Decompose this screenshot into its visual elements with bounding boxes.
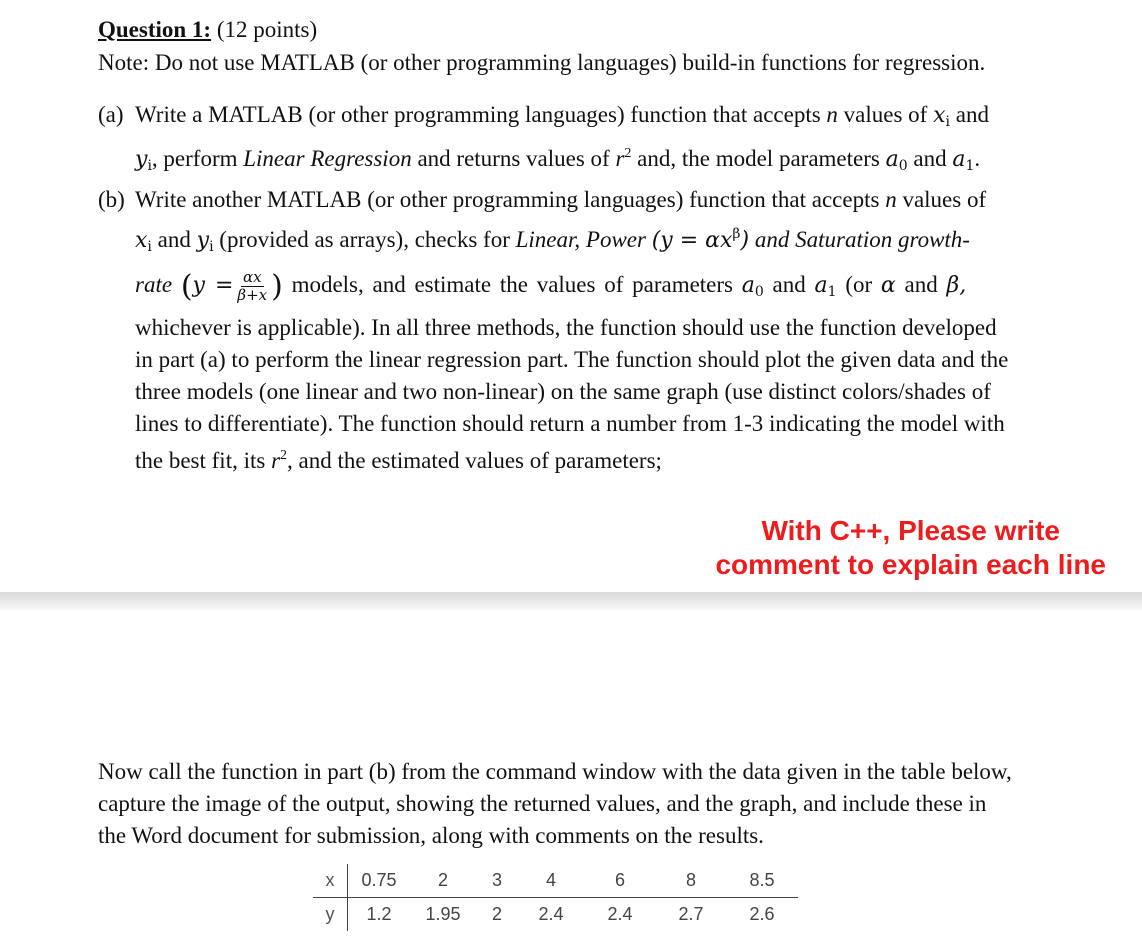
part-b-marker: (b) <box>98 187 125 212</box>
y-value: 2 <box>491 904 502 924</box>
y-value: 2.6 <box>749 904 775 924</box>
part-b-line-8: the best fit, its $r^2$, and the estimated values of parameters; <box>135 448 662 473</box>
x-value: 8.5 <box>726 864 798 898</box>
question-block <box>98 14 1108 477</box>
cpp-request-note <box>715 514 1106 582</box>
part-b-line-5: in part (a) to perform the linear regression part. The function should plot the given data and the <box>135 347 1009 372</box>
data-table <box>313 864 798 931</box>
y-value: 2.4 <box>538 904 564 924</box>
x-value: 0.75 <box>348 864 411 898</box>
part-a <box>98 99 1108 182</box>
part-b-line-3: rate (y = $\frac{\alpha x}{\beta+x}$ ) models, and estimate the values of parameters $a_0$ and $a_1$ (or α and β, <box>135 268 967 305</box>
part-a-line-2: $y_i$, perform Linear Regression and returns values of $r^2$ and, the model parameters $a_0$ and $a_1$. <box>135 146 981 174</box>
x-value: 8 <box>656 864 726 898</box>
part-b-line-4: whichever is applicable). In all three methods, the function should use the function developed <box>135 315 997 340</box>
part-b <box>98 184 1108 477</box>
table-row-x <box>313 864 798 898</box>
x-label: x <box>313 864 348 898</box>
page-divider <box>0 592 1142 610</box>
question-label: Question 1: <box>98 17 212 42</box>
cpp-request-line-2: comment to explain each line <box>715 549 1106 580</box>
y-value: 1.2 <box>366 904 392 924</box>
part-a-marker: (a) <box>98 102 124 127</box>
question-heading <box>98 14 1108 46</box>
x-value: 2 <box>410 864 476 898</box>
part-b-line-6: three models (one linear and two non-linear) on the same graph (use distinct colors/shades of <box>135 379 991 404</box>
power-model-equation: $(y = \alpha x^\beta)$ <box>651 226 750 253</box>
part-a-line-1: Write a MATLAB (or other programming languages) function that accepts n values of $x_i$ and <box>135 102 989 130</box>
saturation-model-equation: (y = $\frac{\alpha x}{\beta+x}$ ) <box>180 268 283 305</box>
y-value: 1.95 <box>425 904 461 924</box>
instructions-line-1: Now call the function in part (b) from the command window with the data given in the table below, <box>98 759 1012 784</box>
y-label: y <box>313 898 348 932</box>
instructions-block <box>98 756 1098 852</box>
question-note: Note: Do not use MATLAB (or other programming languages) build-in functions for regression. <box>98 50 986 75</box>
x-value: 3 <box>476 864 518 898</box>
part-b-line-7: lines to differentiate). The function should return a number from 1-3 indicating the model with <box>135 411 1005 436</box>
part-b-line-2: $x_i$ and $y_i$ (provided as arrays), checks for Linear, Power $(y = \alpha x^\beta)$ and Saturation growth- <box>135 226 970 255</box>
part-b-line-1: Write another MATLAB (or other programming languages) function that accepts n values of <box>135 187 987 212</box>
question-points: (12 points) <box>216 17 318 42</box>
instructions-line-3: the Word document for submission, along with comments on the results. <box>98 823 764 848</box>
table-row-y <box>313 898 798 932</box>
instructions-line-2: capture the image of the output, showing the returned values, and the graph, and include these in <box>98 791 987 816</box>
y-value: 2.4 <box>607 904 633 924</box>
x-value: 6 <box>584 864 656 898</box>
y-value: 2.7 <box>678 904 704 924</box>
cpp-request-line-1: With C++, Please write <box>761 515 1060 546</box>
x-value: 4 <box>518 864 584 898</box>
